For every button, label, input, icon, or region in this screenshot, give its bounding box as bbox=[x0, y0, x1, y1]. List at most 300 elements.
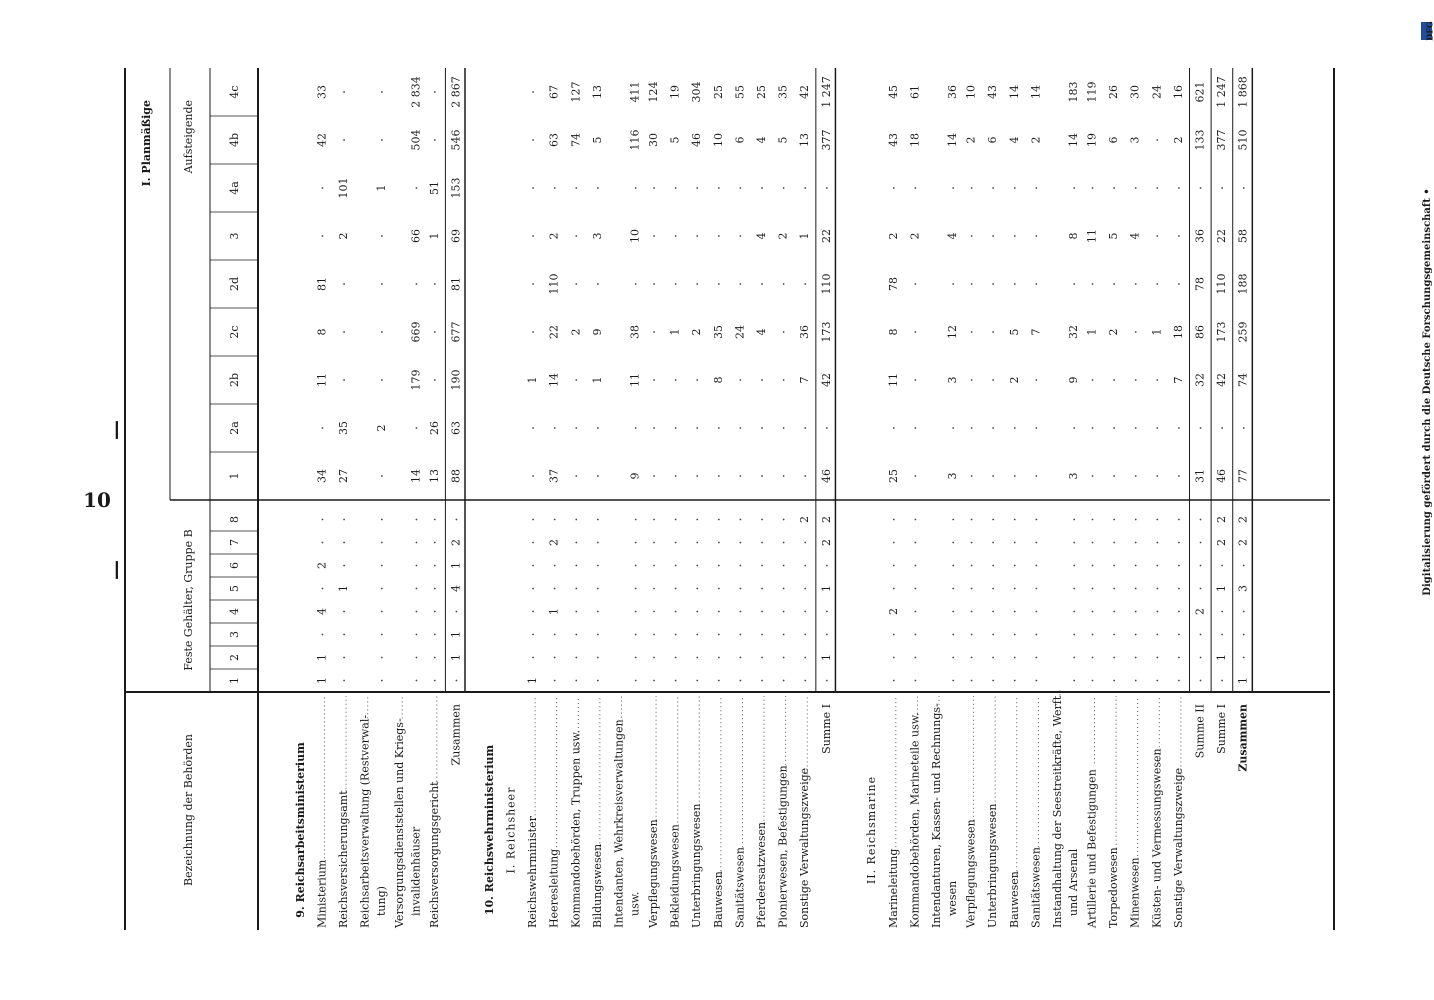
empty-cell-dot bbox=[322, 588, 324, 590]
cell-a4b: 6 bbox=[1107, 136, 1121, 144]
cell-a4c: 1 247 bbox=[1215, 76, 1229, 108]
empty-cell-dot bbox=[434, 519, 436, 521]
cell-a4b: 6 bbox=[986, 136, 1000, 144]
empty-cell-dot bbox=[1073, 187, 1075, 189]
table-row-data bbox=[337, 91, 350, 928]
cell-a4b: 42 bbox=[315, 133, 329, 147]
cell-b7: 2 bbox=[1215, 539, 1229, 546]
empty-cell-dot bbox=[1073, 634, 1075, 636]
empty-cell-dot bbox=[675, 542, 677, 544]
empty-cell-dot bbox=[1243, 611, 1245, 613]
table-row-data bbox=[1051, 82, 1080, 929]
cell-a2c: 18 bbox=[1171, 325, 1185, 339]
empty-cell-dot bbox=[381, 680, 383, 682]
empty-cell-dot bbox=[575, 657, 577, 659]
cell-a2c: 677 bbox=[449, 321, 463, 343]
empty-cell-dot bbox=[1014, 657, 1016, 659]
table-row-section bbox=[294, 742, 307, 918]
empty-cell-dot bbox=[1035, 427, 1037, 429]
col-header-a-4b: 4b bbox=[228, 132, 241, 148]
empty-cell-dot bbox=[434, 379, 436, 381]
cell-a2c: 2 bbox=[690, 328, 704, 336]
cell-a4c: 411 bbox=[628, 81, 642, 103]
cell-a4b: 5 bbox=[590, 136, 604, 144]
row-label: Unterbringungswesen bbox=[986, 803, 1000, 928]
empty-cell-dot bbox=[381, 379, 383, 381]
col-header-a-2d: 2d bbox=[228, 276, 241, 292]
table-header bbox=[140, 100, 195, 886]
empty-cell-dot bbox=[1178, 542, 1180, 544]
empty-cell-dot bbox=[1092, 657, 1094, 659]
cell-a4b: 10 bbox=[711, 133, 725, 147]
cell-a2a: 26 bbox=[427, 421, 441, 435]
empty-cell-dot bbox=[1156, 611, 1158, 613]
cell-a1: 46 bbox=[1215, 469, 1229, 483]
empty-cell-dot bbox=[1156, 283, 1158, 285]
empty-cell-dot bbox=[804, 588, 806, 590]
cell-a2d: 81 bbox=[449, 277, 463, 291]
col-header-b-6: 6 bbox=[228, 562, 241, 569]
cell-a4b: 4 bbox=[1007, 136, 1021, 144]
empty-cell-dot bbox=[783, 588, 785, 590]
empty-cell-dot bbox=[1014, 283, 1016, 285]
cell-a2c: 9 bbox=[590, 328, 604, 336]
empty-cell-dot bbox=[456, 611, 458, 613]
empty-cell-dot bbox=[1092, 519, 1094, 521]
empty-cell-dot bbox=[1014, 542, 1016, 544]
empty-cell-dot bbox=[532, 475, 534, 477]
empty-cell-dot bbox=[675, 680, 677, 682]
cell-b7: 2 bbox=[819, 539, 833, 546]
empty-cell-dot bbox=[696, 542, 698, 544]
cell-a4a: 1 bbox=[374, 184, 388, 192]
empty-cell-dot bbox=[597, 475, 599, 477]
row-label: Bauwesen bbox=[711, 871, 725, 928]
dfg-logo-text: DFG bbox=[1424, 21, 1434, 41]
empty-cell-dot bbox=[416, 634, 418, 636]
table-row-grand bbox=[1233, 68, 1253, 772]
empty-cell-dot bbox=[1014, 235, 1016, 237]
empty-cell-dot bbox=[343, 565, 345, 567]
cell-a2c: 36 bbox=[798, 325, 812, 339]
cell-a4b: 6 bbox=[733, 136, 747, 144]
empty-cell-dot bbox=[434, 542, 436, 544]
empty-cell-dot bbox=[675, 475, 677, 477]
empty-cell-dot bbox=[343, 680, 345, 682]
empty-cell-dot bbox=[696, 379, 698, 381]
empty-cell-dot bbox=[696, 235, 698, 237]
cell-b1: 1 bbox=[526, 677, 540, 684]
empty-cell-dot bbox=[992, 611, 994, 613]
cell-a2d: 188 bbox=[1236, 273, 1250, 295]
cell-a2c: 8 bbox=[886, 328, 900, 336]
table-row-total bbox=[1211, 68, 1228, 754]
empty-cell-dot bbox=[434, 611, 436, 613]
cell-a2c: 173 bbox=[1215, 321, 1229, 343]
empty-cell-dot bbox=[1156, 565, 1158, 567]
cell-a4b: 43 bbox=[886, 133, 900, 147]
empty-cell-dot bbox=[1243, 187, 1245, 189]
row-label: Reichsversorgungsgericht bbox=[427, 781, 441, 928]
empty-cell-dot bbox=[915, 331, 917, 333]
empty-cell-dot bbox=[554, 657, 556, 659]
empty-cell-dot bbox=[915, 611, 917, 613]
empty-cell-dot bbox=[1221, 565, 1223, 567]
empty-cell-dot bbox=[653, 611, 655, 613]
empty-cell-dot bbox=[971, 542, 973, 544]
empty-cell-dot bbox=[1014, 519, 1016, 521]
row-label: Versorgungsdienststellen und Kriegs- bbox=[393, 718, 407, 928]
empty-cell-dot bbox=[532, 657, 534, 659]
empty-cell-dot bbox=[597, 657, 599, 659]
empty-cell-dot bbox=[971, 588, 973, 590]
empty-cell-dot bbox=[653, 565, 655, 567]
subsection-heading: II. Reichsmarine bbox=[865, 775, 879, 885]
empty-cell-dot bbox=[1135, 657, 1137, 659]
table-row-data bbox=[569, 82, 582, 929]
empty-cell-dot bbox=[992, 235, 994, 237]
empty-cell-dot bbox=[718, 475, 720, 477]
cell-a3: 36 bbox=[1193, 229, 1207, 243]
cell-a4c: 35 bbox=[776, 85, 790, 99]
empty-cell-dot bbox=[1178, 283, 1180, 285]
empty-cell-dot bbox=[971, 379, 973, 381]
table-row-data bbox=[986, 85, 999, 928]
empty-cell-dot bbox=[635, 542, 637, 544]
empty-cell-dot bbox=[554, 427, 556, 429]
section-heading: 9. Reichsarbeitsministerium bbox=[293, 742, 307, 918]
empty-cell-dot bbox=[971, 519, 973, 521]
cell-b7: 2 bbox=[547, 539, 561, 546]
cell-a2c: 1 bbox=[1150, 328, 1164, 336]
empty-cell-dot bbox=[575, 588, 577, 590]
empty-cell-dot bbox=[1073, 565, 1075, 567]
empty-cell-dot bbox=[740, 283, 742, 285]
cell-b5: 1 bbox=[337, 585, 351, 592]
cell-a4c: 19 bbox=[668, 85, 682, 99]
empty-cell-dot bbox=[1113, 519, 1115, 521]
empty-cell-dot bbox=[740, 187, 742, 189]
empty-cell-dot bbox=[597, 542, 599, 544]
empty-cell-dot bbox=[740, 379, 742, 381]
empty-cell-dot bbox=[761, 634, 763, 636]
row-label: Sanitätswesen bbox=[1029, 847, 1043, 928]
empty-cell-dot bbox=[952, 542, 954, 544]
empty-cell-dot bbox=[1073, 680, 1075, 682]
table-row-data bbox=[393, 76, 422, 929]
table-row-data bbox=[690, 82, 703, 929]
row-label: Unterbringungswesen bbox=[690, 803, 704, 928]
empty-cell-dot bbox=[893, 187, 895, 189]
row-label: Verpflegungswesen bbox=[647, 819, 661, 928]
empty-cell-dot bbox=[675, 657, 677, 659]
row-label: Ministerium bbox=[315, 859, 329, 928]
cell-a4c: 43 bbox=[986, 85, 1000, 99]
empty-cell-dot bbox=[532, 283, 534, 285]
cell-a2b: 2 bbox=[1007, 376, 1021, 384]
row-label-continuation: invalidenhäuser bbox=[409, 826, 423, 916]
empty-cell-dot bbox=[992, 542, 994, 544]
section-heading: 10. Reichswehrministerium bbox=[482, 744, 496, 916]
empty-cell-dot bbox=[971, 283, 973, 285]
empty-cell-dot bbox=[718, 187, 720, 189]
row-label: Küsten- und Vermessungswesen bbox=[1150, 748, 1164, 928]
cell-a4b: 14 bbox=[946, 133, 960, 147]
empty-cell-dot bbox=[575, 565, 577, 567]
empty-cell-dot bbox=[952, 611, 954, 613]
empty-cell-dot bbox=[456, 680, 458, 682]
table-row-data bbox=[908, 85, 921, 928]
empty-cell-dot bbox=[992, 657, 994, 659]
empty-cell-dot bbox=[653, 680, 655, 682]
empty-cell-dot bbox=[740, 588, 742, 590]
empty-cell-dot bbox=[1178, 611, 1180, 613]
empty-cell-dot bbox=[675, 187, 677, 189]
empty-cell-dot bbox=[635, 657, 637, 659]
cell-a2a: 2 bbox=[374, 424, 388, 432]
cell-b3: 1 bbox=[449, 631, 463, 638]
empty-cell-dot bbox=[635, 611, 637, 613]
empty-cell-dot bbox=[575, 611, 577, 613]
cell-b2: 1 bbox=[1215, 654, 1229, 661]
cell-a4c: 36 bbox=[946, 85, 960, 99]
empty-cell-dot bbox=[1135, 427, 1137, 429]
dfg-logo bbox=[1421, 21, 1434, 41]
empty-cell-dot bbox=[783, 542, 785, 544]
empty-cell-dot bbox=[434, 91, 436, 93]
empty-cell-dot bbox=[804, 657, 806, 659]
empty-cell-dot bbox=[381, 91, 383, 93]
cell-a4c: 2 834 bbox=[409, 76, 423, 108]
empty-cell-dot bbox=[416, 542, 418, 544]
empty-cell-dot bbox=[696, 680, 698, 682]
cell-a4b: 3 bbox=[1128, 136, 1142, 144]
empty-cell-dot bbox=[761, 519, 763, 521]
empty-cell-dot bbox=[718, 611, 720, 613]
empty-cell-dot bbox=[1113, 588, 1115, 590]
empty-cell-dot bbox=[893, 519, 895, 521]
empty-cell-dot bbox=[915, 519, 917, 521]
cell-a2b: 1 bbox=[526, 376, 540, 384]
cell-a2c: 5 bbox=[1007, 328, 1021, 336]
empty-cell-dot bbox=[597, 588, 599, 590]
cell-a2c: 35 bbox=[711, 325, 725, 339]
cell-a2c: 86 bbox=[1193, 325, 1207, 339]
cell-a4c: 26 bbox=[1107, 85, 1121, 99]
empty-cell-dot bbox=[1113, 565, 1115, 567]
empty-cell-dot bbox=[740, 519, 742, 521]
cell-a2c: 8 bbox=[315, 328, 329, 336]
cell-a1: 3 bbox=[1067, 472, 1081, 480]
empty-cell-dot bbox=[1178, 680, 1180, 682]
empty-cell-dot bbox=[1135, 331, 1137, 333]
cell-a4b: 46 bbox=[690, 133, 704, 147]
empty-cell-dot bbox=[915, 283, 917, 285]
empty-cell-dot bbox=[696, 519, 698, 521]
empty-cell-dot bbox=[783, 565, 785, 567]
col-header-a-2b: 2b bbox=[228, 372, 241, 388]
cell-a2c: 7 bbox=[1029, 328, 1043, 336]
empty-cell-dot bbox=[893, 588, 895, 590]
table-row-data bbox=[1129, 85, 1142, 928]
empty-cell-dot bbox=[783, 634, 785, 636]
cell-a2b: 7 bbox=[798, 376, 812, 384]
empty-cell-dot bbox=[1178, 187, 1180, 189]
cell-a4c: 2 867 bbox=[449, 76, 463, 108]
cell-a1: 37 bbox=[547, 469, 561, 483]
empty-cell-dot bbox=[381, 283, 383, 285]
empty-cell-dot bbox=[761, 379, 763, 381]
empty-cell-dot bbox=[416, 657, 418, 659]
cell-a2a: 63 bbox=[449, 421, 463, 435]
cell-a4b: 2 bbox=[964, 136, 978, 144]
empty-cell-dot bbox=[915, 475, 917, 477]
empty-cell-dot bbox=[635, 283, 637, 285]
cell-a2b: 8 bbox=[711, 376, 725, 384]
empty-cell-dot bbox=[1156, 235, 1158, 237]
cell-b7: 2 bbox=[449, 539, 463, 546]
table-row-total bbox=[816, 68, 836, 754]
cell-a4c: 621 bbox=[1193, 81, 1207, 103]
cell-a4c: 25 bbox=[755, 85, 769, 99]
empty-cell-dot bbox=[1200, 680, 1202, 682]
cell-a1: 34 bbox=[315, 469, 329, 483]
cell-a1: 46 bbox=[819, 469, 833, 483]
cell-a2c: 2 bbox=[1107, 328, 1121, 336]
empty-cell-dot bbox=[343, 139, 345, 141]
empty-cell-dot bbox=[1073, 283, 1075, 285]
empty-cell-dot bbox=[322, 634, 324, 636]
empty-cell-dot bbox=[1073, 657, 1075, 659]
cell-a4c: 14 bbox=[1029, 85, 1043, 99]
empty-cell-dot bbox=[783, 657, 785, 659]
cell-b7: 2 bbox=[1236, 539, 1250, 546]
cell-a2b: 190 bbox=[449, 369, 463, 391]
empty-cell-dot bbox=[952, 634, 954, 636]
cell-a3: 10 bbox=[628, 229, 642, 243]
empty-cell-dot bbox=[1156, 542, 1158, 544]
cell-a3: 8 bbox=[1067, 232, 1081, 240]
empty-cell-dot bbox=[971, 427, 973, 429]
empty-cell-dot bbox=[761, 283, 763, 285]
empty-cell-dot bbox=[952, 680, 954, 682]
cell-a1: 3 bbox=[946, 472, 960, 480]
table-row-data bbox=[755, 85, 768, 928]
empty-cell-dot bbox=[532, 139, 534, 141]
header-aufsteigende: Aufsteigende bbox=[182, 100, 195, 174]
empty-cell-dot bbox=[952, 187, 954, 189]
empty-cell-dot bbox=[532, 588, 534, 590]
empty-cell-dot bbox=[653, 634, 655, 636]
empty-cell-dot bbox=[971, 565, 973, 567]
empty-cell-dot bbox=[1221, 680, 1223, 682]
cell-a2c: 173 bbox=[819, 321, 833, 343]
empty-cell-dot bbox=[696, 475, 698, 477]
cell-a3: 2 bbox=[547, 232, 561, 240]
col-header-a-3: 3 bbox=[228, 232, 241, 240]
empty-cell-dot bbox=[804, 611, 806, 613]
empty-cell-dot bbox=[635, 565, 637, 567]
cell-a3: 1 bbox=[427, 232, 441, 240]
empty-cell-dot bbox=[1092, 611, 1094, 613]
empty-cell-dot bbox=[554, 588, 556, 590]
empty-cell-dot bbox=[1135, 565, 1137, 567]
empty-cell-dot bbox=[893, 634, 895, 636]
empty-cell-dot bbox=[804, 283, 806, 285]
empty-cell-dot bbox=[343, 634, 345, 636]
cell-a3: 3 bbox=[590, 232, 604, 240]
row-label: Intendanturen, Kassen- und Rechnungs- bbox=[930, 703, 943, 928]
empty-cell-dot bbox=[653, 427, 655, 429]
cell-a1: 27 bbox=[337, 469, 351, 483]
empty-cell-dot bbox=[1092, 379, 1094, 381]
table-row-subsection bbox=[865, 776, 878, 884]
empty-cell-dot bbox=[532, 542, 534, 544]
table-row-data bbox=[647, 82, 660, 930]
cell-a2b: 179 bbox=[409, 369, 423, 391]
table-row-data bbox=[887, 85, 900, 928]
cell-a2b: 1 bbox=[590, 376, 604, 384]
table-row-data bbox=[612, 82, 641, 929]
empty-cell-dot bbox=[675, 427, 677, 429]
empty-cell-dot bbox=[597, 611, 599, 613]
cell-a4c: 1 247 bbox=[819, 76, 833, 108]
empty-cell-dot bbox=[1200, 588, 1202, 590]
cell-a4c: 183 bbox=[1067, 81, 1081, 103]
row-label-continuation: und Arsenal bbox=[1067, 848, 1081, 916]
empty-cell-dot bbox=[653, 235, 655, 237]
empty-cell-dot bbox=[653, 657, 655, 659]
row-label: Heeresleitung bbox=[547, 848, 561, 928]
empty-cell-dot bbox=[416, 427, 418, 429]
empty-cell-dot bbox=[635, 519, 637, 521]
empty-cell-dot bbox=[1113, 427, 1115, 429]
row-label: Artillerie und Befestigungen bbox=[1085, 769, 1099, 928]
empty-cell-dot bbox=[826, 427, 828, 429]
empty-cell-dot bbox=[456, 519, 458, 521]
empty-cell-dot bbox=[1178, 475, 1180, 477]
empty-cell-dot bbox=[1014, 187, 1016, 189]
empty-cell-dot bbox=[1178, 565, 1180, 567]
cell-b4: 2 bbox=[886, 608, 900, 615]
empty-cell-dot bbox=[1035, 475, 1037, 477]
empty-cell-dot bbox=[826, 565, 828, 567]
cell-a3: 11 bbox=[1085, 229, 1099, 243]
empty-cell-dot bbox=[597, 565, 599, 567]
col-header-a-2a: 2a bbox=[228, 421, 241, 435]
empty-cell-dot bbox=[893, 427, 895, 429]
empty-cell-dot bbox=[675, 235, 677, 237]
row-label: Sanitätswesen bbox=[733, 847, 747, 928]
empty-cell-dot bbox=[1014, 680, 1016, 682]
col-header-a-4a: 4a bbox=[228, 181, 241, 195]
empty-cell-dot bbox=[1014, 588, 1016, 590]
cell-a2c: 24 bbox=[733, 325, 747, 339]
empty-cell-dot bbox=[1200, 187, 1202, 189]
cell-a4a: 51 bbox=[427, 181, 441, 195]
empty-cell-dot bbox=[343, 379, 345, 381]
empty-cell-dot bbox=[718, 427, 720, 429]
empty-cell-dot bbox=[434, 331, 436, 333]
row-label: Sonstige Verwaltungszweige bbox=[798, 767, 812, 928]
empty-cell-dot bbox=[1156, 519, 1158, 521]
empty-cell-dot bbox=[696, 427, 698, 429]
empty-cell-dot bbox=[718, 542, 720, 544]
table-row-data bbox=[1029, 85, 1042, 928]
empty-cell-dot bbox=[952, 519, 954, 521]
empty-cell-dot bbox=[381, 634, 383, 636]
empty-cell-dot bbox=[575, 634, 577, 636]
